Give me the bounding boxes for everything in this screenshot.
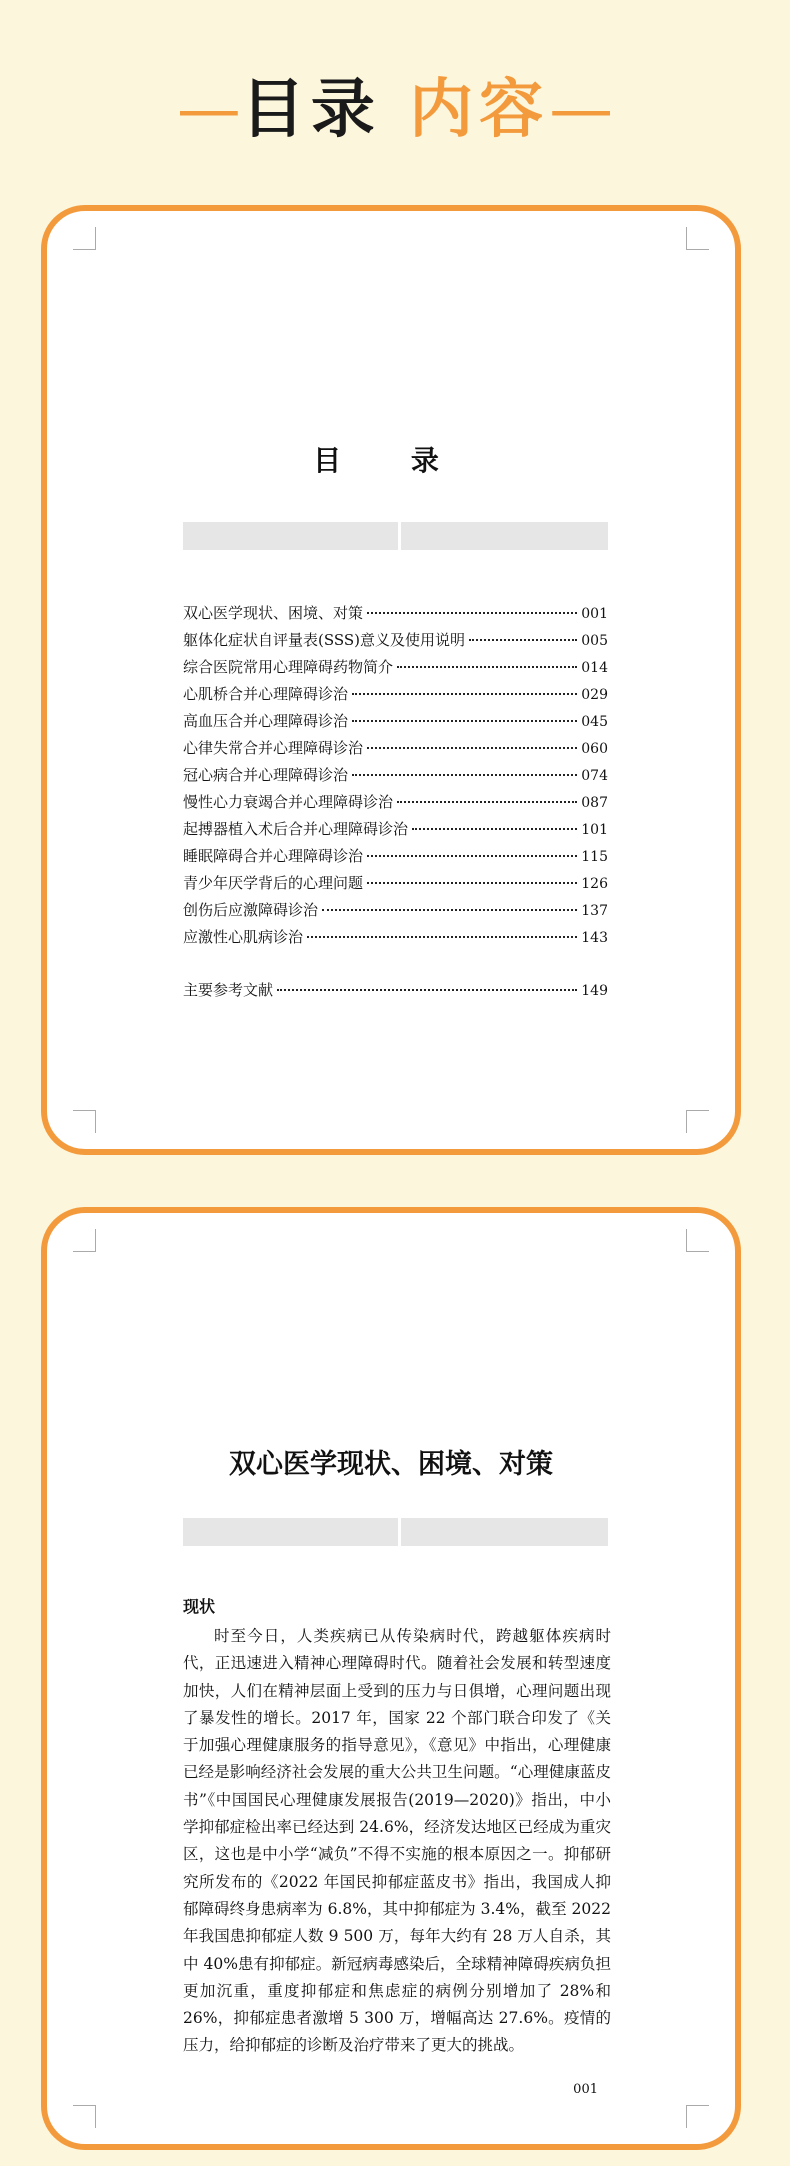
title-underline-bar: [183, 1518, 608, 1546]
toc-entry[interactable]: 起搏器植入术后合并心理障碍诊治 101: [183, 820, 608, 838]
crop-mark: [686, 227, 709, 250]
crop-mark: [73, 1229, 96, 1252]
crop-mark: [73, 1110, 96, 1133]
toc-entry[interactable]: 心律失常合并心理障碍诊治 060: [183, 739, 608, 757]
toc-card: [41, 205, 741, 1155]
toc-references-entry[interactable]: 主要参考文献 149: [183, 981, 608, 999]
toc-entry[interactable]: 青少年厌学背后的心理问题 126: [183, 874, 608, 892]
toc-entry[interactable]: 睡眠障碍合并心理障碍诊治 115: [183, 847, 608, 865]
crop-mark: [73, 2105, 96, 2128]
toc-entry[interactable]: 躯体化症状自评量表(SSS)意义及使用说明 005: [183, 631, 608, 649]
body-paragraph: 时至今日，人类疾病已从传染病时代，跨越躯体疾病时代，正迅速进入精神心理障碍时代。随着社会发展和转型速度加快，人们在精神层面上受到的压力与日俱增，心理问题出现了暴发性的增长。2017 年，国家 22 个部门联合印发了《关于加强心理健康服务的指导意见》，《意见》中指出，心理健康已经是影响经济社会发展的重大公共卫生问题。“心理健康蓝皮书”《中国国民心理健康发展报告(2019—2020)》指出，中小学抑郁症检出率已经达到 24.6%，经济发达地区已经成为重灾区，这也是中小学“减负”不得不实施的根本原因之一。抑郁研究所发布的《2022 年国民抑郁症蓝皮书》指出，我国成人抑郁障碍终身患病率为 6.8%，其中抑郁症为 3.4%，截至 2022 年我国患抑郁症人数 9 500 万，每年大约有 28 万人自杀，其中 40%患有抑郁症。新冠病毒感染后，全球精神障碍疾病负担更加沉重，重度抑郁症和焦虑症的病例分别增加了 28%和 26%，抑郁症患者激增 5 300 万，增幅高达 27.6%。疫情的压力，给抑郁症的诊断及治疗带来了更大的挑战。: [183, 1627, 611, 2055]
chapter-title: 双心医学现状、困境、对策: [229, 1449, 553, 1480]
crop-mark: [686, 2105, 709, 2128]
header-dash-left: —: [176, 73, 241, 147]
toc-entry[interactable]: 创伤后应激障碍诊治 137: [183, 901, 608, 919]
toc-entry[interactable]: 高血压合并心理障碍诊治 045: [183, 712, 608, 730]
page-number: 001: [573, 2082, 598, 2097]
chapter-card: [41, 1207, 741, 2150]
header-dash-right: —: [549, 73, 614, 147]
crop-mark: [686, 1229, 709, 1252]
toc-entry[interactable]: 慢性心力衰竭合并心理障碍诊治 087: [183, 793, 608, 811]
header-title-orange: 内容: [409, 73, 550, 147]
crop-mark: [686, 1110, 709, 1133]
crop-mark: [73, 227, 96, 250]
toc-entry[interactable]: 双心医学现状、困境、对策 001: [183, 604, 608, 622]
toc-entry[interactable]: 冠心病合并心理障碍诊治 074: [183, 766, 608, 784]
toc-title: 目 录: [313, 444, 469, 477]
toc-entry[interactable]: 心肌桥合并心理障碍诊治 029: [183, 685, 608, 703]
title-underline-bar: [183, 522, 608, 550]
toc-list: [183, 600, 608, 951]
toc-entry[interactable]: 综合医院常用心理障碍药物简介 014: [183, 658, 608, 676]
page-header: [0, 60, 790, 160]
toc-entry[interactable]: 应激性心肌病诊治 143: [183, 928, 608, 946]
header-title-black: 目录: [240, 73, 381, 147]
section-heading: 现状: [183, 1597, 216, 1616]
